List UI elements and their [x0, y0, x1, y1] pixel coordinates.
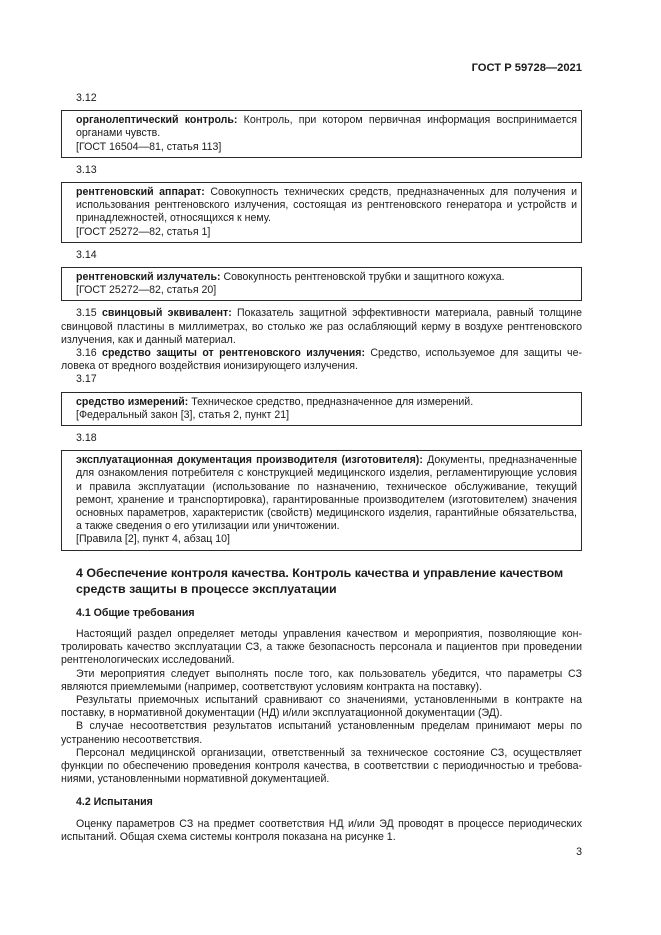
clause-number: 3.16 [76, 347, 97, 360]
definition-box [61, 110, 582, 158]
definition-box [61, 182, 582, 243]
definition-box [61, 450, 582, 550]
subsection-heading: 4.1 Общие требования [76, 606, 195, 619]
clause-number: 3.14 [76, 248, 97, 261]
section-heading: 4 Обеспечение контроля качества. Контроль качества и управление качеством средств защиты в процессе эксплуатации [76, 565, 564, 596]
definition-source: [Федеральный закон [3], статья 2, пункт 21] [76, 408, 290, 421]
clause-paragraph [61, 307, 582, 347]
paragraph: В случае несоответствия результатов испытаний установленным пределам принимают меры по устранению несоответствия. [61, 720, 582, 746]
definition-text: Средство, используемое для защиты человека от вредного воздействия ионизирующего излучения. [61, 347, 582, 373]
paragraph: Эти мероприятия следует выполнять после того, как пользователь убедится, что параметры СЗ являются приемлемыми (например, соответствуют условиям контракта на поставку). [61, 667, 582, 693]
definition-text: Техническое средство, предназначенное для измерений. [188, 395, 474, 408]
clause-number: 3.18 [76, 432, 97, 445]
definition-source: [Правила [2], пункт 4, абзац 10] [76, 533, 230, 546]
definition-source: [ГОСТ 25272—82, статья 1] [76, 225, 211, 238]
clause-number: 3.17 [76, 373, 97, 386]
paragraph: Результаты приемочных испытаний сравнивают со значениями, установленными в контракте на поставку, в нормативной документации (НД) и/или эксплуатационной документации (ЭД). [61, 693, 582, 720]
term: органолептический контроль: [76, 114, 238, 127]
term: средство измерений: [76, 395, 189, 408]
document-id: ГОСТ Р 59728—2021 [471, 62, 582, 74]
clause-number: 3.13 [76, 163, 97, 176]
term: рентгеновский аппарат: [76, 186, 205, 199]
definition-text: Документы, предназначенные для ознакомления потребителя с конструкцией медицинского изделия, регламентирующие условия и правила эксплуатации (использование по назначению, техническое обслуживание, текущий ремонт, хранение и транспортировка), гарантированные производителем (изготовителем) значения основных параметров, характеристик (свойств) медицинского изделия, гарантийные обязательства, а также сведения о его утилизации или уничтожении. [76, 454, 578, 533]
term: средство защиты от рентгеновского излучения: [102, 347, 365, 360]
subsection-heading: 4.2 Испытания [76, 796, 153, 809]
definition-box [61, 392, 582, 426]
definition-text: Совокупность технических средств, предназначенных для получения и использования рентгеновского излучения, состоящая из рентгеновского генератора и устройств и принадлежностей, относящихся к нему. [76, 186, 577, 225]
term: рентгеновский излучатель: [76, 271, 221, 284]
definition-box [61, 267, 582, 301]
document-body [61, 92, 582, 844]
definition-source: [ГОСТ 16504—81, статья 113] [76, 140, 222, 153]
paragraph: Настоящий раздел определяет методы управления качеством и мероприятия, позволяющие контролировать качество эксплуатации СЗ, а также безопасность персонала и пациентов при проведении рентгенологических исследований. [61, 627, 582, 667]
definition-source: [ГОСТ 25272—82, статья 20] [76, 284, 217, 297]
term: свинцовый эквивалент: [101, 307, 232, 320]
clause-number: 3.15 [76, 307, 97, 320]
definition-text: Показатель защитной эффективности материала, равный толщине свинцовой пластины в миллиметрах, во столько же раз ослабляющий керму в воздухе рентгеновского излучения, как и данный материал. [61, 307, 582, 346]
definition-text: Совокупность рентгеновской трубки и защитного кожуха. [220, 271, 505, 284]
clause-number: 3.12 [76, 92, 97, 104]
paragraph: Персонал медицинской организации, ответственный за техническое состояние СЗ, осуществляет функции по обеспечению проведения контроля качества, в соответствии с периодичностью и требованиями, установленными нормативной документацией. [61, 746, 582, 786]
paragraph: Оценку параметров СЗ на предмет соответствия НД и/или ЭД проводят в процессе периодических испытаний. Общая схема системы контроля показана на рисунке 1. [61, 817, 582, 843]
page-number: 3 [576, 846, 582, 858]
term: эксплуатационная документация производителя (изготовителя): [76, 454, 423, 467]
clause-paragraph [61, 347, 582, 373]
definition-text: Контроль, при котором первичная информация воспринимается органами чувств. [76, 114, 577, 140]
